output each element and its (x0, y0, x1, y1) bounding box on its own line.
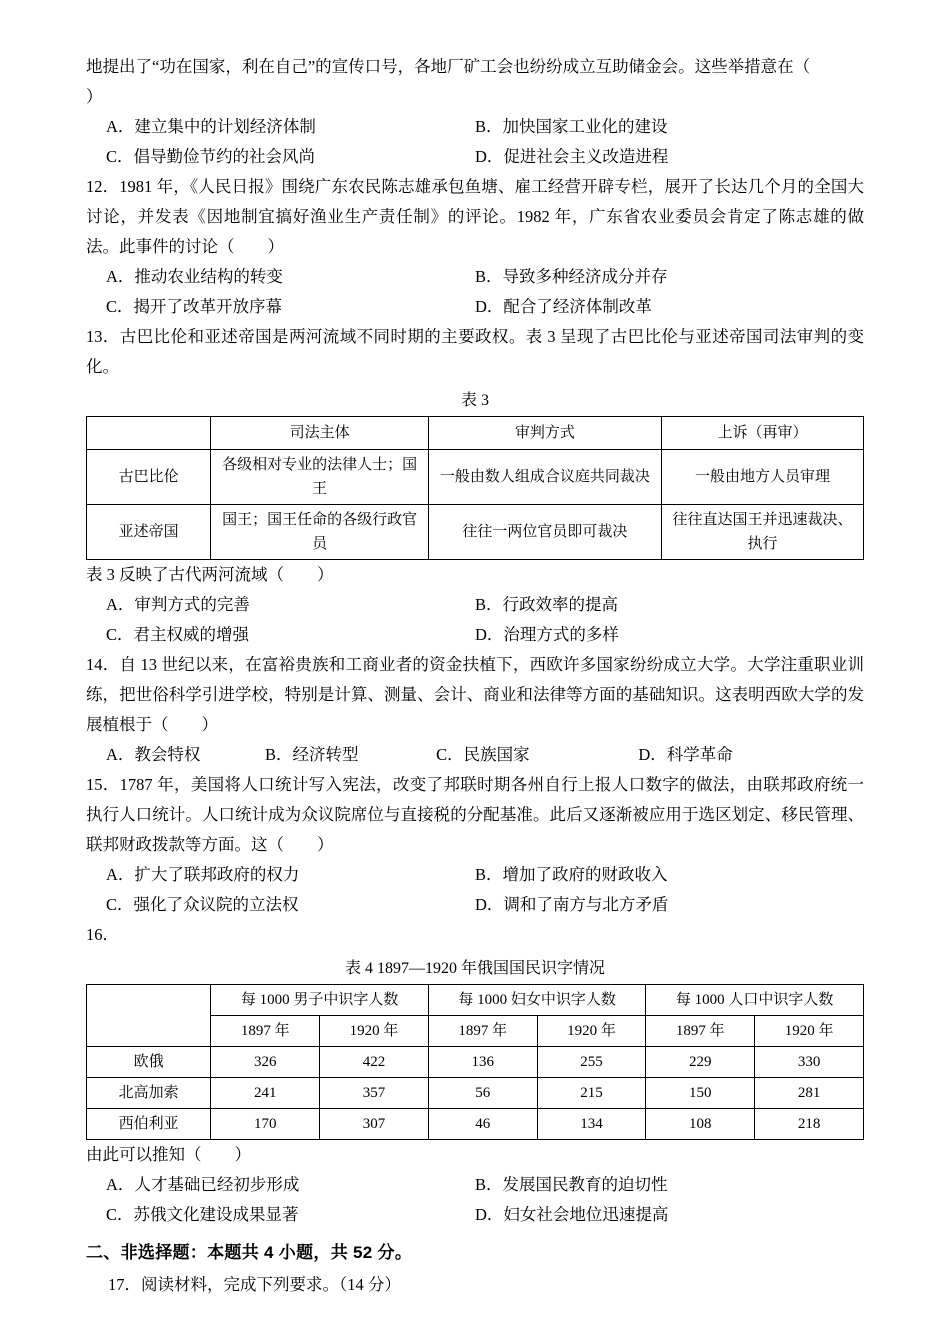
table-3-corner-cell (87, 417, 211, 450)
option-b[interactable]: B．加快国家工业化的建设 (475, 117, 668, 136)
q16-option-a[interactable]: A．人才基础已经初步形成 (106, 1175, 300, 1194)
table-4-cell: 215 (537, 1078, 646, 1109)
q14-option-d[interactable]: D．科学革命 (638, 745, 733, 764)
q13-option-c[interactable]: C．君主权威的增强 (106, 625, 250, 644)
table-3-header-judicial-subject: 司法主体 (211, 417, 429, 450)
table-4-cell: 134 (537, 1109, 646, 1140)
q13-option-a[interactable]: A．审判方式的完善 (106, 595, 250, 614)
q15-option-d[interactable]: D．调和了南方与北方矛盾 (475, 895, 669, 914)
table-4-group-header-total: 每 1000 人口中识字人数 (646, 985, 864, 1016)
q12-option-c[interactable]: C．揭开了改革开放序幕 (106, 297, 283, 316)
table-4-corner-cell (87, 985, 211, 1047)
table-4-cell: 136 (428, 1047, 537, 1078)
table-4-year-header: 1920 年 (320, 1016, 429, 1047)
table-3-cell: 往往直达国王并迅速裁决、执行 (661, 505, 863, 560)
section-2-title: 二、非选择题：本题共 4 小题，共 52 分。 (86, 1243, 413, 1262)
question-12-stem: 12．1981 年，《人民日报》围绕广东农民陈志雄承包鱼塘、雇工经营开辟专栏，展开了长达几个月的全国大讨论，并发表《因地制宜搞好渔业生产责任制》的评论。1982 年，广东省农业委员会肯定了陈志雄的做法。此事件的讨论（ ） (86, 177, 864, 256)
table-4-cell: 307 (320, 1109, 429, 1140)
question-14-stem: 14．自 13 世纪以来，在富裕贵族和工商业者的资金扶植下，西欧许多国家纷纷成立大学。大学注重职业训练，把世俗科学引进学校，特别是计算、测量、会计、商业和法律等方面的基础知识。这表明西欧大学的发展植根于（ ） (86, 655, 864, 734)
question-13-options-row-1 (86, 590, 864, 620)
table-4-cell: 241 (211, 1078, 320, 1109)
question-13-stem: 13．古巴比伦和亚述帝国是两河流域不同时期的主要政权。表 3 呈现了古巴比伦与亚述帝国司法审判的变化。 (86, 327, 864, 376)
q13-option-d[interactable]: D．治理方式的多样 (475, 625, 619, 644)
table-row (87, 1078, 864, 1109)
q16-option-c[interactable]: C．苏俄文化建设成果显著 (106, 1205, 299, 1224)
table-row (87, 450, 864, 505)
question-16-options-row-1 (86, 1170, 864, 1200)
table-row (87, 1109, 864, 1140)
table-row (87, 985, 864, 1016)
table-4-row-label: 西伯利亚 (87, 1109, 211, 1140)
table-4-group-header-men: 每 1000 男子中识字人数 (211, 985, 429, 1016)
q14-option-b[interactable]: B．经济转型 (264, 745, 359, 764)
q15-option-a[interactable]: A．扩大了联邦政府的权力 (106, 865, 300, 884)
table-4 (86, 984, 864, 1140)
table-4-cell: 330 (755, 1047, 864, 1078)
table-4-year-header: 1897 年 (211, 1016, 320, 1047)
question-12-options-row-2 (86, 292, 864, 322)
question-16-options-row-2 (86, 1200, 864, 1230)
table-4-cell: 255 (537, 1047, 646, 1078)
question-15-options-row-1 (86, 860, 864, 890)
table-4-cell: 357 (320, 1078, 429, 1109)
table-4-cell: 422 (320, 1047, 429, 1078)
q14-option-a[interactable]: A．教会特权 (106, 745, 201, 764)
table-4-group-header-women: 每 1000 妇女中识字人数 (428, 985, 646, 1016)
option-a[interactable]: A．建立集中的计划经济体制 (106, 117, 316, 136)
question-15-options-row-2 (86, 890, 864, 920)
question-12-options-row-1 (86, 262, 864, 292)
q14-option-c[interactable]: C．民族国家 (436, 745, 530, 764)
question-16-stem: 16． (86, 925, 119, 944)
q12-option-d[interactable]: D．配合了经济体制改革 (475, 297, 652, 316)
table-row (87, 1047, 864, 1078)
table-4-caption: 表 4 1897—1920 年俄国国民识字情况 (344, 960, 605, 977)
table-4-cell: 326 (211, 1047, 320, 1078)
table-3-header-trial-method: 审判方式 (428, 417, 661, 450)
table-4-cell: 281 (755, 1078, 864, 1109)
table-3-cell: 一般由地方人员审理 (661, 450, 863, 505)
table-4-year-header: 1897 年 (646, 1016, 755, 1047)
table-row (87, 505, 864, 560)
question-13-options-row-2 (86, 620, 864, 650)
table-4-cell: 229 (646, 1047, 755, 1078)
table-4-cell: 108 (646, 1109, 755, 1140)
table-4-cell: 170 (211, 1109, 320, 1140)
q16-option-d[interactable]: D．妇女社会地位迅速提高 (475, 1205, 669, 1224)
table-3-cell: 往往一两位官员即可裁决 (428, 505, 661, 560)
top-options-row-1 (86, 112, 864, 142)
question-17-stem: 17．阅读材料，完成下列要求。（14 分） (108, 1275, 401, 1294)
top-options-row-2 (86, 142, 864, 172)
question-14-options (86, 740, 864, 770)
table-4-year-header: 1897 年 (428, 1016, 537, 1047)
table-4-row-label: 北高加索 (87, 1078, 211, 1109)
table-3-cell: 一般由数人组成合议庭共同裁决 (428, 450, 661, 505)
question-13-lead: 表 3 反映了古代两河流域（ ） (86, 565, 334, 584)
question-16-lead: 由此可以推知（ ） (86, 1145, 251, 1164)
table-4-cell: 150 (646, 1078, 755, 1109)
table-4-cell: 46 (428, 1109, 537, 1140)
q12-option-a[interactable]: A．推动农业结构的转变 (106, 267, 283, 286)
q15-option-c[interactable]: C．强化了众议院的立法权 (106, 895, 299, 914)
table-4-row-label: 欧俄 (87, 1047, 211, 1078)
top-paragraph: 地提出了“功在国家，利在自己”的宣传口号，各地厂矿工会也纷纷成立互助储金会。这些举措意在（ (86, 57, 811, 76)
q16-option-b[interactable]: B．发展国民教育的迫切性 (475, 1175, 668, 1194)
q12-option-b[interactable]: B．导致多种经济成分并存 (475, 267, 668, 286)
table-3-caption: 表 3 (460, 392, 489, 409)
top-paragraph-continuation: ） (86, 87, 103, 106)
table-4-year-header: 1920 年 (755, 1016, 864, 1047)
q13-option-b[interactable]: B．行政效率的提高 (475, 595, 619, 614)
option-d[interactable]: D．促进社会主义改造进程 (475, 147, 669, 166)
table-row (87, 417, 864, 450)
option-c[interactable]: C．倡导勤俭节约的社会风尚 (106, 147, 316, 166)
table-3-row-label: 古巴比伦 (87, 450, 211, 505)
question-15-stem: 15．1787 年，美国将人口统计写入宪法，改变了邦联时期各州自行上报人口数字的做法，由联邦政府统一执行人口统计。人口统计成为众议院席位与直接税的分配基准。此后又逐渐被应用于选区划定、移民管理、联邦财政拨款等方面。这（ ） (86, 775, 864, 854)
table-3-row-label: 亚述帝国 (87, 505, 211, 560)
table-3-header-appeal: 上诉（再审） (661, 417, 863, 450)
table-3-cell: 各级相对专业的法律人士；国王 (211, 450, 429, 505)
table-3 (86, 416, 864, 560)
table-4-cell: 218 (755, 1109, 864, 1140)
table-4-year-header: 1920 年 (537, 1016, 646, 1047)
table-3-cell: 国王；国王任命的各级行政官员 (211, 505, 429, 560)
table-4-cell: 56 (428, 1078, 537, 1109)
q15-option-b[interactable]: B．增加了政府的财政收入 (475, 865, 668, 884)
